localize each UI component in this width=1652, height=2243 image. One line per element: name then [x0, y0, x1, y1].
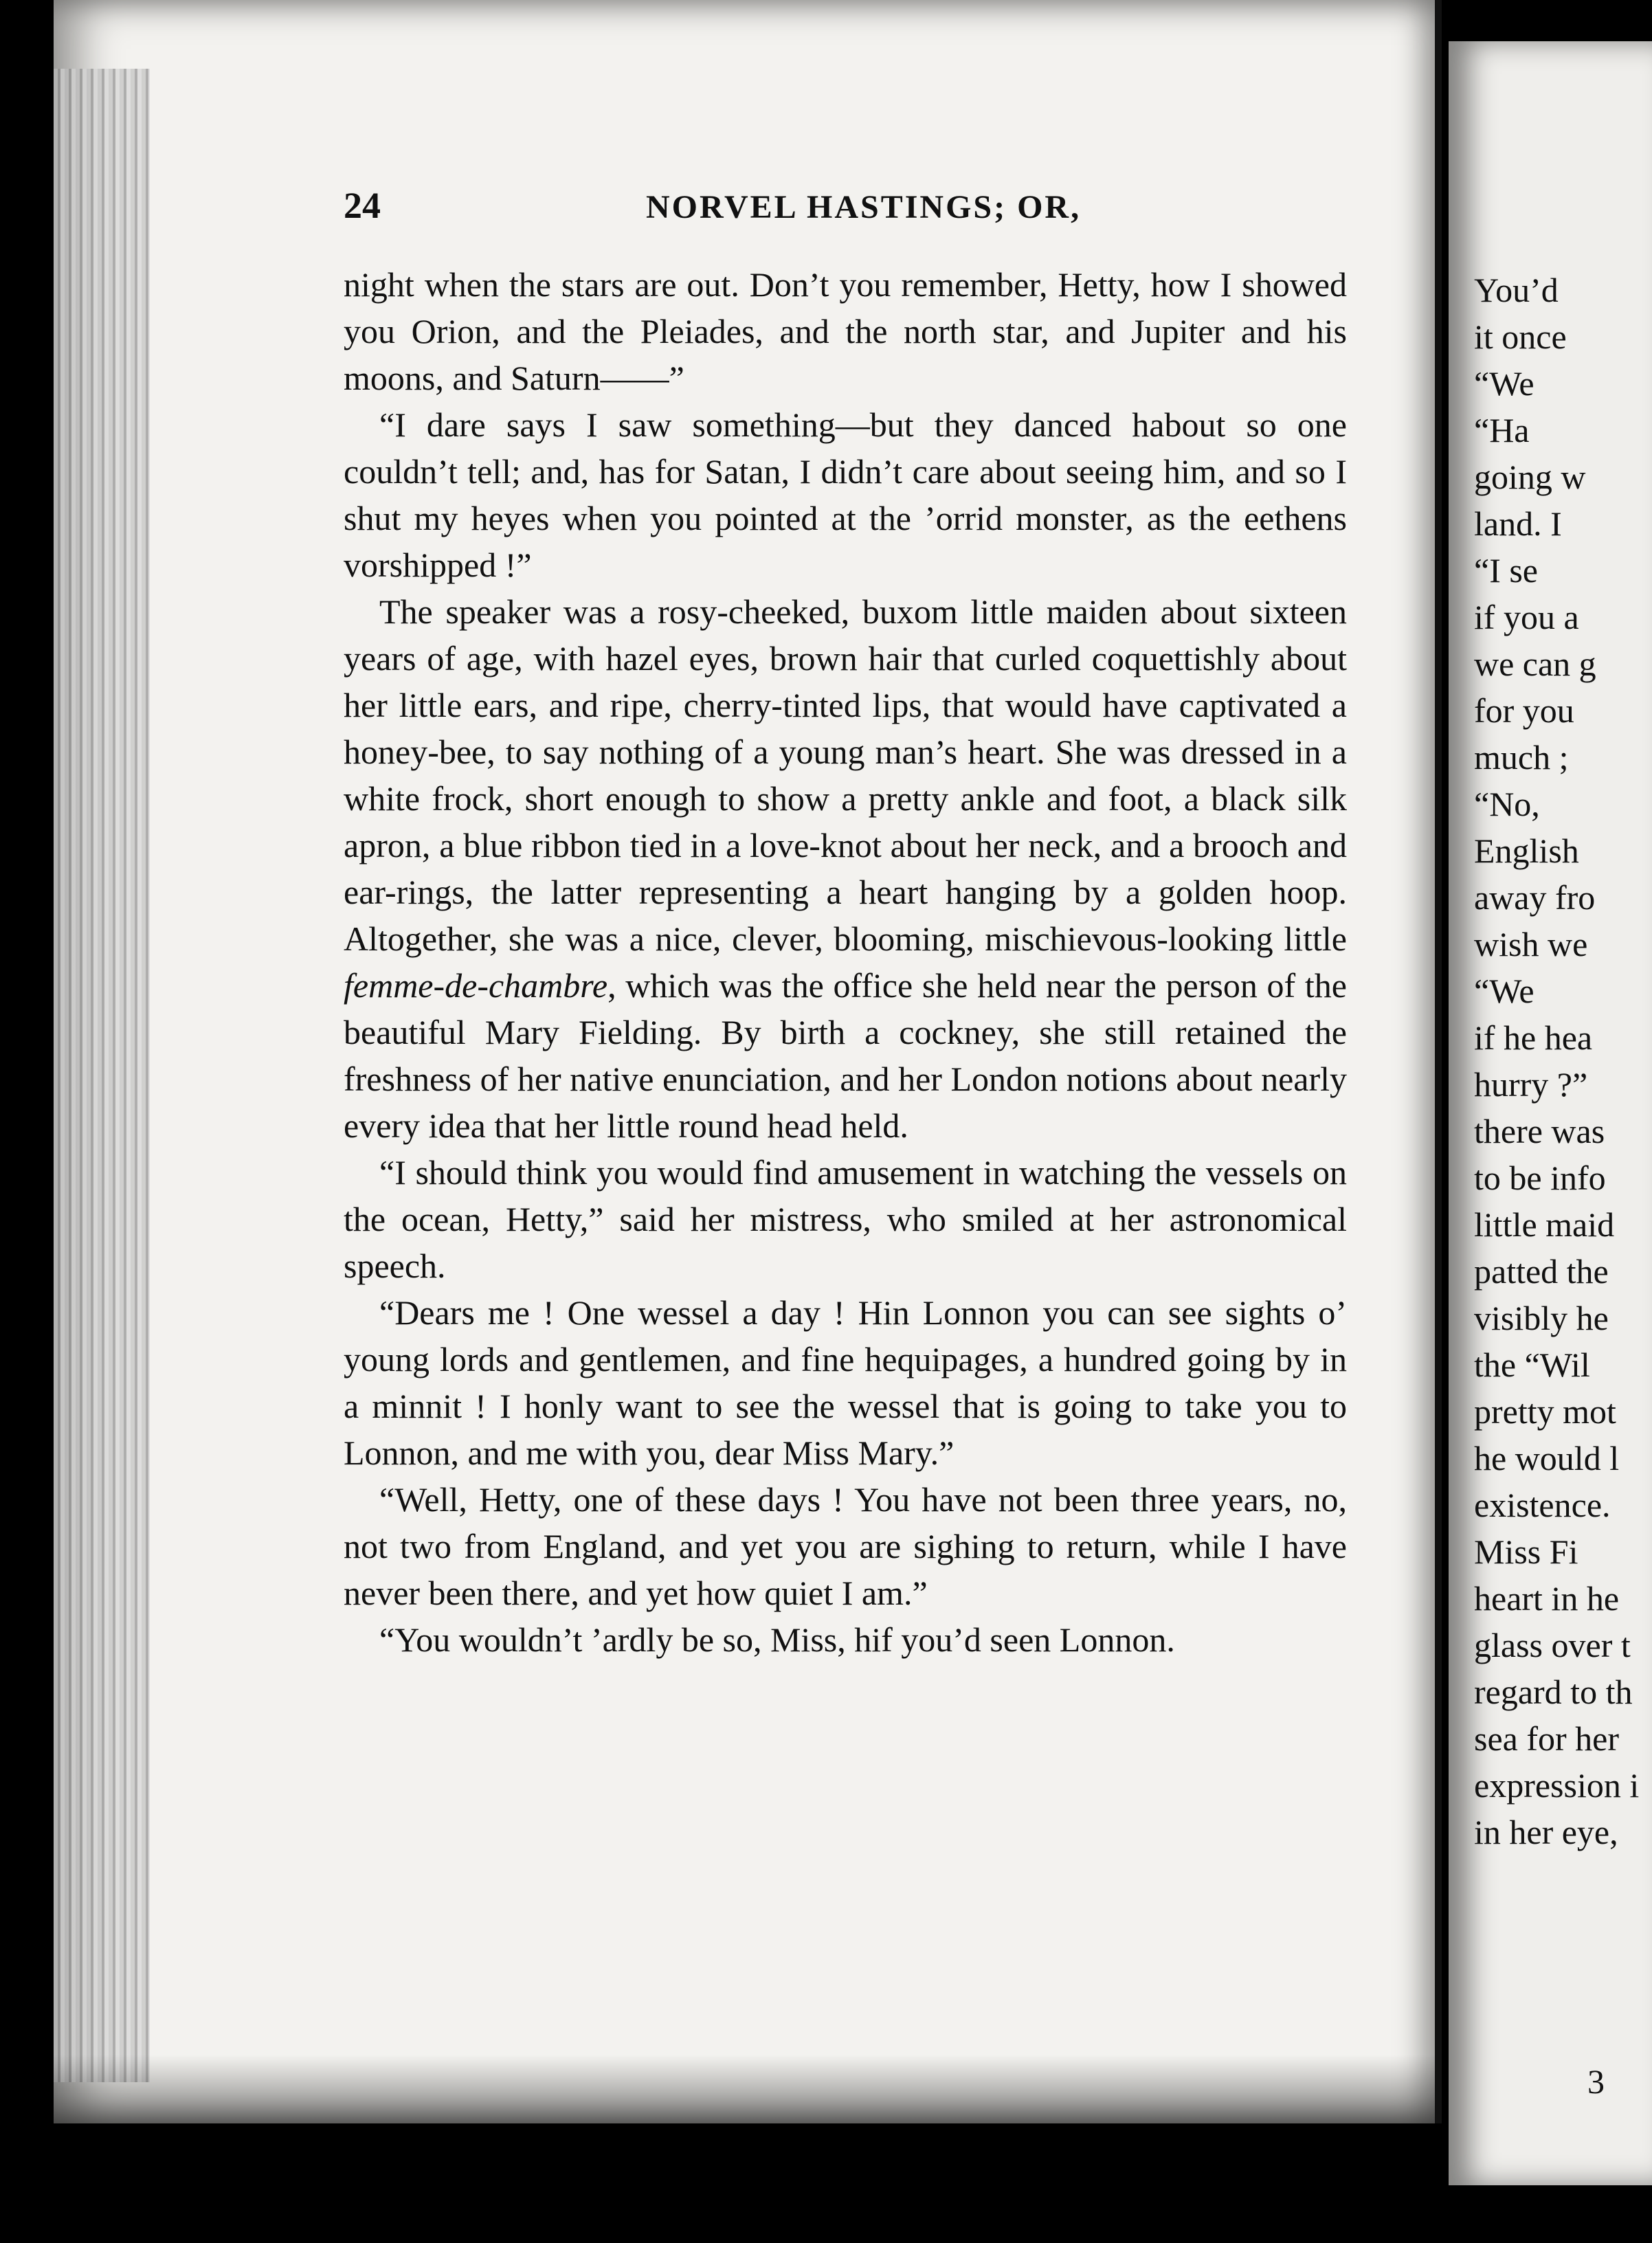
- right-line: “We: [1474, 364, 1534, 403]
- right-line: going w: [1474, 458, 1586, 496]
- right-line: existence.: [1474, 1486, 1611, 1524]
- right-line: he would l: [1474, 1439, 1620, 1477]
- right-line: much ;: [1474, 738, 1569, 777]
- paragraph-4: “I should think you would find amusement in watching the vessels on the ocean, Hetty,” said her mistress, who smiled at her astronomical speech.: [344, 1153, 1347, 1285]
- right-line: pretty mot: [1474, 1392, 1616, 1431]
- italic-term: femme-de-chambre: [344, 966, 608, 1005]
- right-line: for you: [1474, 691, 1574, 730]
- page-header: [344, 184, 1347, 232]
- right-line: it once: [1474, 317, 1567, 356]
- right-line: heart in he: [1474, 1579, 1620, 1618]
- paragraph-2: “I dare says I saw something—but they danced habout so one couldn’t tell; and, has for Satan, I didn’t care about seeing him, and so I shut my heyes when you pointed at the ’orrid monster, as the eethens vorshipped !”: [344, 405, 1347, 584]
- right-line: “I se: [1474, 551, 1538, 590]
- right-line: expression i: [1474, 1766, 1640, 1805]
- right-line: if you a: [1474, 598, 1579, 636]
- right-line: there was: [1474, 1112, 1605, 1150]
- paragraph-5: “Dears me ! One wessel a day ! Hin Lonnon you can see sights o’ young lords and gentlemen, and fine hequipages, a hundred going by in a minnit ! I honly want to see the wessel that is going to take you to Lonnon, and me with you, dear Miss Mary.”: [344, 1293, 1347, 1472]
- paragraph-1: night when the stars are out. Don’t you remember, Hetty, how I showed you Orion, and the Pleiades, and the north star, and Jupiter and his moons, and Saturn——”: [344, 265, 1347, 397]
- running-head: NORVEL HASTINGS; OR,: [646, 189, 1082, 225]
- right-line: visibly he: [1474, 1299, 1609, 1337]
- page-edge-strips: [54, 69, 150, 2082]
- right-page-text: [1474, 267, 1652, 1855]
- page-bottom-shadow: [54, 2055, 1435, 2123]
- page-number: 24: [344, 185, 381, 226]
- right-line: we can g: [1474, 645, 1596, 683]
- right-line: English: [1474, 832, 1579, 870]
- right-line: the “Wil: [1474, 1346, 1590, 1384]
- paragraph-6: “Well, Hetty, one of these days ! You have not been three years, no, not two from England, and yet you are sighing to return, while I have never been there, and yet how quiet I am.”: [344, 1480, 1347, 1612]
- paragraph-3-part-2: , which was the office she held near the person of the beautiful Mary Fielding. By birth a cockney, she still retained the freshness of her native enunciation, and her London notions about nearly every idea that her little round head held.: [344, 966, 1347, 1145]
- right-line: sea for her: [1474, 1719, 1619, 1758]
- right-line: in her eye,: [1474, 1813, 1618, 1851]
- right-line: wish we: [1474, 925, 1588, 963]
- right-line: “We: [1474, 972, 1534, 1010]
- right-line: patted the: [1474, 1252, 1609, 1291]
- right-line: to be info: [1474, 1159, 1606, 1197]
- right-line: “No,: [1474, 785, 1540, 823]
- paragraph-3: [344, 588, 1347, 1149]
- right-line: little maid: [1474, 1205, 1615, 1244]
- right-line: away fro: [1474, 878, 1596, 917]
- right-line: land. I: [1474, 504, 1562, 543]
- right-line: if he hea: [1474, 1018, 1593, 1057]
- right-line: Miss Fi: [1474, 1532, 1578, 1571]
- right-line: hurry ?”: [1474, 1065, 1588, 1104]
- right-line: glass over t: [1474, 1626, 1631, 1664]
- paragraph-3-part-1: The speaker was a rosy-cheeked, buxom little maiden about sixteen years of age, with hazel eyes, brown hair that curled coquettishly about her little ears, and ripe, cherry-tinted lips, that would have captivated a honey-bee, to say nothing of a young man’s heart. She was dressed in a white frock, short enough to show a pretty ankle and foot, a black silk apron, a blue ribbon tied in a love-knot about her neck, and a brooch and ear-rings, the latter representing a heart hanging by a golden hoop. Altogether, she was a nice, clever, blooming, mischievous-looking little: [344, 592, 1347, 958]
- signature-mark: 3: [1587, 2062, 1605, 2101]
- right-line: regard to th: [1474, 1673, 1633, 1711]
- paragraph-7: “You wouldn’t ’ardly be so, Miss, hif you’d seen Lonnon.: [379, 1620, 1175, 1659]
- body-text: [344, 261, 1347, 1663]
- right-line: “Ha: [1474, 411, 1530, 449]
- right-line: You’d: [1474, 271, 1559, 309]
